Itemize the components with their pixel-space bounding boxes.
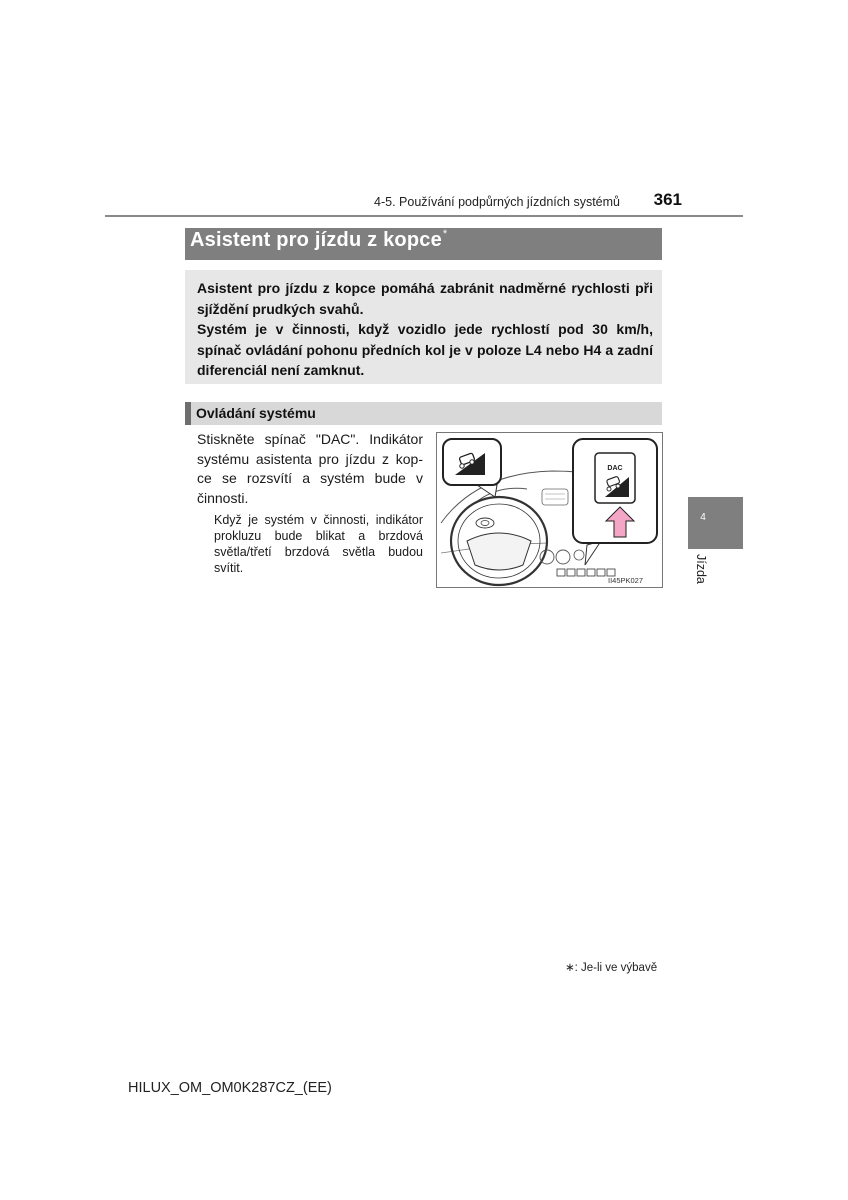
chapter-tab [688, 497, 743, 549]
running-header-section: 4-5. Používání podpůrných jízdních systémů [374, 195, 620, 209]
figure-code: II45PK027 [608, 576, 644, 585]
subsection-heading-accent [185, 402, 191, 425]
logo-emblem [476, 518, 494, 528]
footnote-marker: ∗ [565, 962, 575, 974]
instruction-text: Stiskněte spínač "DAC". Indikátor systému asistenta pro jízdu z kop-ce se rozsvítí a systém bude v činnosti. [197, 431, 423, 506]
footnote [565, 960, 657, 974]
document-code: HILUX_OM_OM0K287CZ_(EE) [128, 1080, 332, 1096]
chapter-name: Jízda [694, 554, 708, 584]
optional-equipment-marker: * [442, 228, 448, 240]
instruction-note: Když je systém v činnosti, indikátor prokluzu bude blikat a brzdová světla/třetí brzdová světla budou svítit. [214, 513, 423, 575]
indicator-callout [443, 439, 501, 497]
dashboard-drawing [437, 433, 662, 587]
center-console [540, 550, 615, 576]
page-number: 361 [653, 190, 682, 209]
air-vent [542, 489, 568, 505]
section-title-text: Asistent pro jízdu z kopce [190, 229, 442, 251]
footnote-text: : Je-li ve výbavě [574, 962, 658, 974]
dac-switch-label: DAC [607, 465, 623, 472]
intro-paragraph-1: Asistent pro jízdu z kopce pomáhá zabránit nadměrné rychlosti při sjíždění prudkých svahů. [197, 280, 653, 317]
header-rule [105, 215, 743, 217]
intro-text [197, 278, 653, 381]
dac-switch-callout [573, 439, 657, 565]
section-title [190, 229, 447, 252]
intro-paragraph-2: Systém je v činnosti, když vozidlo jede rychlostí pod 30 km/h, spínač ovládání pohonu předních kol je v poloze L4 nebo H4 a zadní diferenciál není zamknut. [197, 321, 653, 378]
subsection-heading: Ovládání systému [196, 405, 316, 421]
dashboard-illustration [436, 432, 663, 588]
steering-wheel [451, 497, 547, 585]
chapter-number: 4 [700, 512, 706, 523]
